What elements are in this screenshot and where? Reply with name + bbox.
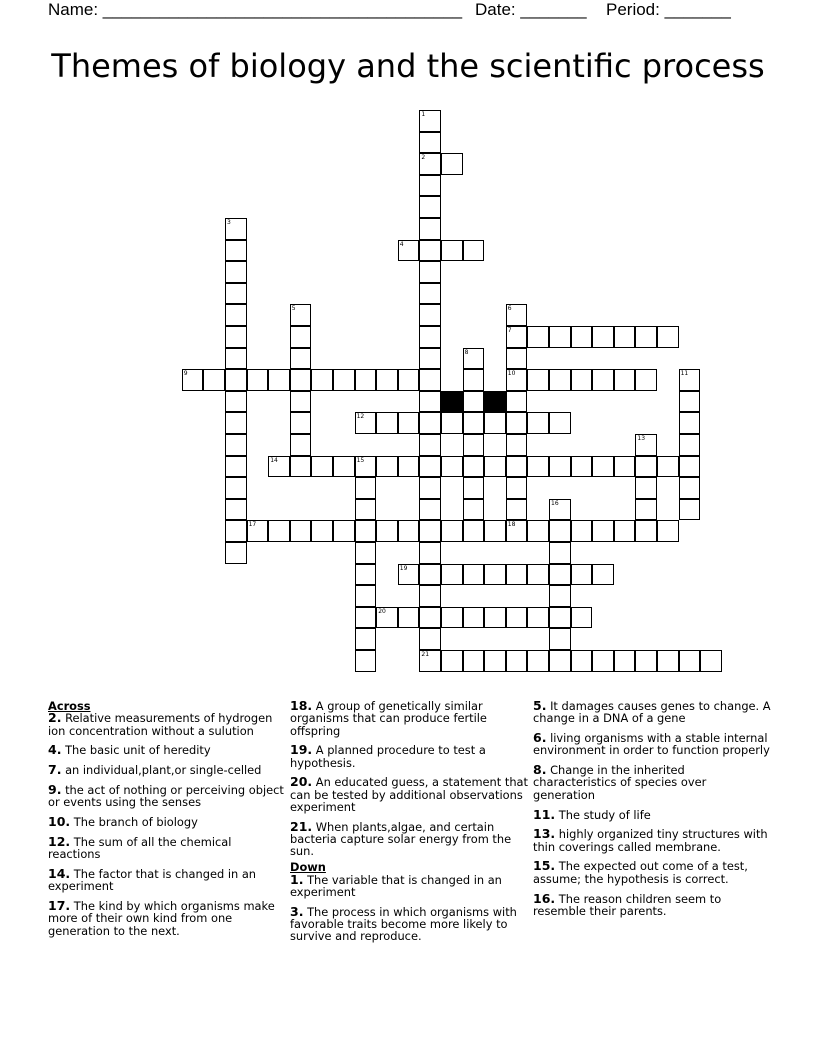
crossword-cell[interactable]: [333, 369, 355, 391]
clue-number: 9.: [48, 781, 62, 797]
crossword-cell[interactable]: [225, 499, 247, 521]
clue-text: Relative measurements of hydrogen ion concentration without a sulution: [48, 711, 273, 738]
clue-item: [290, 818, 528, 859]
crossword-cell[interactable]: [463, 240, 485, 262]
date-field[interactable]: Date: _______: [475, 0, 587, 19]
clue-number: 3.: [290, 903, 304, 919]
crossword-cell[interactable]: [419, 283, 441, 305]
clues-column-2: [290, 700, 528, 950]
clue-text: living organisms with a stable internal environment in order to function properly: [533, 731, 770, 758]
clue-number-label: 2: [421, 154, 426, 162]
clue-number: 7.: [48, 762, 62, 778]
clue-number: 17.: [48, 898, 71, 914]
crossword-cell[interactable]: [225, 477, 247, 499]
crossword-cell[interactable]: [657, 456, 679, 478]
crossword-cell[interactable]: [419, 348, 441, 370]
crossword-cell[interactable]: [441, 564, 463, 586]
crossword-cell[interactable]: [679, 456, 701, 478]
crossword-cell[interactable]: [225, 456, 247, 478]
clue-text: A group of genetically similar organisms that can produce fertile offspring: [290, 699, 487, 738]
clue-number-label: 15: [356, 456, 365, 464]
crossword-cell[interactable]: [484, 650, 506, 672]
crossword-cell[interactable]: [592, 369, 614, 391]
crossword-cell[interactable]: [657, 650, 679, 672]
clue-text: The reason children seem to resemble their parents.: [533, 891, 722, 918]
down-heading: Down: [290, 860, 326, 875]
crossword-cell[interactable]: [592, 650, 614, 672]
crossword-cell[interactable]: [419, 585, 441, 607]
clue-item: [48, 712, 286, 737]
crossword-cell[interactable]: [268, 456, 290, 478]
crossword-cell[interactable]: [635, 520, 657, 542]
crossword-cell[interactable]: [225, 326, 247, 348]
crossword-cell[interactable]: [635, 477, 657, 499]
crossword-cell[interactable]: [355, 564, 377, 586]
clue-text: The sum of all the chemical reactions: [48, 834, 232, 862]
crossword-cell[interactable]: [484, 412, 506, 434]
crossword-black-cell: [484, 391, 506, 413]
crossword-cell[interactable]: [419, 434, 441, 456]
crossword-cell[interactable]: [419, 196, 441, 218]
crossword-cell[interactable]: [549, 456, 571, 478]
clue-text: An educated guess, a statement that can be tested by additional observations experiment: [290, 775, 528, 815]
crossword-cell[interactable]: [398, 564, 420, 586]
clue-number-label: 14: [270, 456, 278, 464]
crossword-cell[interactable]: [398, 607, 420, 629]
crossword-cell[interactable]: [506, 369, 528, 391]
crossword-cell[interactable]: [355, 542, 377, 564]
crossword-cell[interactable]: [635, 650, 657, 672]
crossword-cell[interactable]: [463, 412, 485, 434]
clue-item: [48, 781, 286, 810]
clue-text: an individual,plant,or single-celled: [61, 763, 262, 778]
clue-item: [290, 776, 528, 813]
crossword-cell[interactable]: [592, 326, 614, 348]
crossword-cell[interactable]: [290, 304, 312, 326]
clue-number: 19.: [290, 742, 313, 758]
crossword-cell[interactable]: [182, 369, 204, 391]
crossword-cell[interactable]: [419, 477, 441, 499]
clue-item: [48, 816, 286, 828]
crossword-cell[interactable]: [419, 153, 441, 175]
crossword-cell[interactable]: [311, 520, 333, 542]
clue-item: [533, 828, 771, 853]
clue-number: 11.: [533, 806, 556, 822]
clues-column-3: [533, 700, 771, 925]
crossword-cell[interactable]: [290, 434, 312, 456]
period-field[interactable]: Period: _______: [606, 0, 731, 19]
crossword-cell[interactable]: [527, 650, 549, 672]
crossword-cell[interactable]: [679, 499, 701, 521]
clue-text: A planned procedure to test a hypothesis.: [290, 743, 486, 770]
clue-number: 14.: [48, 865, 71, 881]
crossword-cell[interactable]: [549, 607, 571, 629]
crossword-cell[interactable]: [614, 650, 636, 672]
clue-item: [48, 764, 286, 776]
clue-number-label: 8: [464, 348, 469, 356]
crossword-cell[interactable]: [571, 520, 593, 542]
crossword-cell[interactable]: [484, 564, 506, 586]
clue-item: [533, 890, 771, 918]
clue-item: [533, 732, 771, 757]
crossword-cell[interactable]: [441, 153, 463, 175]
clue-item: [533, 764, 771, 801]
crossword-cell[interactable]: [355, 585, 377, 607]
crossword-cell[interactable]: [506, 412, 528, 434]
crossword-cell[interactable]: [333, 520, 355, 542]
crossword-cell[interactable]: [506, 477, 528, 499]
clue-number: 12.: [48, 833, 71, 849]
crossword-cell[interactable]: [614, 520, 636, 542]
crossword-cell[interactable]: [527, 412, 549, 434]
crossword-cell[interactable]: [203, 369, 225, 391]
crossword-cell[interactable]: [592, 564, 614, 586]
crossword-cell[interactable]: [463, 477, 485, 499]
crossword-cell[interactable]: [419, 564, 441, 586]
crossword-cell[interactable]: [225, 542, 247, 564]
clue-number-label: 5: [291, 305, 296, 313]
clue-number-label: 9: [183, 370, 188, 378]
crossword-cell[interactable]: [419, 542, 441, 564]
crossword-cell[interactable]: [419, 520, 441, 542]
crossword-cell[interactable]: [333, 456, 355, 478]
crossword-cell[interactable]: [527, 520, 549, 542]
crossword-cell[interactable]: [571, 607, 593, 629]
crossword-cell[interactable]: [355, 499, 377, 521]
clue-number: 20.: [290, 774, 313, 790]
crossword-cell[interactable]: [571, 564, 593, 586]
clue-number-label: 17: [248, 521, 257, 529]
clue-number: 18.: [290, 698, 313, 713]
crossword-cell[interactable]: [419, 499, 441, 521]
crossword-cell[interactable]: [376, 412, 398, 434]
crossword-cell[interactable]: [657, 520, 679, 542]
crossword-cell[interactable]: [376, 520, 398, 542]
crossword-cell[interactable]: [355, 477, 377, 499]
clue-number-label: 20: [378, 607, 386, 615]
crossword-cell[interactable]: [311, 369, 333, 391]
crossword-cell[interactable]: [549, 326, 571, 348]
crossword-cell[interactable]: [463, 499, 485, 521]
clue-text: The variable that is changed in an experiment: [290, 872, 502, 899]
crossword-cell[interactable]: [441, 607, 463, 629]
crossword-cell[interactable]: [419, 607, 441, 629]
crossword-cell[interactable]: [376, 456, 398, 478]
crossword-cell[interactable]: [592, 520, 614, 542]
crossword-cell[interactable]: [463, 456, 485, 478]
crossword-cell[interactable]: [441, 650, 463, 672]
crossword-cell[interactable]: [441, 412, 463, 434]
crossword-cell[interactable]: [484, 520, 506, 542]
crossword-cell[interactable]: [419, 261, 441, 283]
clue-number: 16.: [533, 890, 556, 906]
crossword-cell[interactable]: [506, 391, 528, 413]
clue-number-label: 7: [507, 327, 512, 334]
crossword-cell[interactable]: [549, 650, 571, 672]
across-heading: Across: [48, 699, 91, 713]
crossword-cell[interactable]: [225, 369, 247, 391]
clue-number: 6.: [533, 730, 547, 746]
clue-text: The study of life: [555, 807, 651, 822]
crossword-cell[interactable]: [290, 369, 312, 391]
clue-text: The branch of biology: [70, 815, 198, 830]
clue-item: [533, 700, 771, 725]
crossword-cell[interactable]: [527, 564, 549, 586]
crossword-cell[interactable]: [527, 369, 549, 391]
crossword-cell[interactable]: [679, 477, 701, 499]
clue-number: 21.: [290, 818, 313, 834]
crossword-cell[interactable]: [419, 650, 441, 672]
clue-text: The basic unit of heredity: [61, 743, 211, 758]
crossword-cell[interactable]: [398, 520, 420, 542]
crossword-cell[interactable]: [571, 369, 593, 391]
clue-number: 1.: [290, 871, 304, 887]
crossword-cell[interactable]: [355, 369, 377, 391]
crossword-cell[interactable]: [398, 412, 420, 434]
crossword-cell[interactable]: [571, 326, 593, 348]
crossword-cell[interactable]: [614, 369, 636, 391]
crossword-cell[interactable]: [484, 607, 506, 629]
crossword-cell[interactable]: [614, 456, 636, 478]
crossword-cell[interactable]: [268, 520, 290, 542]
crossword-cell[interactable]: [506, 499, 528, 521]
crossword-cell[interactable]: [506, 564, 528, 586]
crossword-cell[interactable]: [225, 261, 247, 283]
clue-text: The kind by which organisms make more of their own kind from one generation to the next.: [48, 899, 275, 938]
crossword-cell[interactable]: [225, 348, 247, 370]
crossword-cell[interactable]: [419, 110, 441, 132]
clue-number-label: 11: [680, 370, 689, 378]
clue-item: [48, 865, 286, 894]
crossword-cell[interactable]: [635, 369, 657, 391]
clue-number-label: 10: [507, 370, 516, 378]
clue-item: [290, 903, 528, 944]
crossword-cell[interactable]: [549, 412, 571, 434]
clue-number-label: 3: [227, 219, 231, 226]
crossword-cell[interactable]: [290, 326, 312, 348]
crossword-cell[interactable]: [398, 240, 420, 262]
crossword-black-cell: [441, 391, 463, 413]
crossword-cell[interactable]: [355, 456, 377, 478]
crossword-cell[interactable]: [506, 520, 528, 542]
page-title: Themes of biology and the scientific process: [51, 47, 765, 85]
name-field[interactable]: Name: ______________________________________: [48, 0, 463, 19]
crossword-cell[interactable]: [225, 434, 247, 456]
crossword-cell[interactable]: [549, 369, 571, 391]
crossword-cell[interactable]: [635, 456, 657, 478]
crossword-cell[interactable]: [549, 520, 571, 542]
crossword-cell[interactable]: [571, 456, 593, 478]
crossword-cell[interactable]: [311, 456, 333, 478]
crossword-cell[interactable]: [355, 607, 377, 629]
clue-number: 8.: [533, 762, 547, 778]
crossword-cell[interactable]: [290, 456, 312, 478]
crossword-cell[interactable]: [419, 240, 441, 262]
clue-text: The expected out come of a test, assume; the hypothesis is correct.: [533, 859, 748, 886]
crossword-cell[interactable]: [225, 304, 247, 326]
clue-item: [48, 744, 286, 756]
clue-number: 10.: [48, 814, 71, 830]
crossword-cell[interactable]: [419, 369, 441, 391]
crossword-cell[interactable]: [506, 650, 528, 672]
clue-number-label: 13: [637, 435, 646, 442]
crossword-cell[interactable]: [247, 520, 269, 542]
crossword-cell[interactable]: [419, 628, 441, 650]
clue-text: highly organized tiny structures with thin coverings called membrane.: [533, 827, 768, 854]
crossword-cell[interactable]: [527, 456, 549, 478]
crossword-cell[interactable]: [225, 391, 247, 413]
crossword-cell[interactable]: [506, 348, 528, 370]
crossword-cell[interactable]: [527, 326, 549, 348]
clue-number-label: 12: [356, 413, 365, 421]
clue-number-label: 16: [551, 499, 559, 507]
crossword-cell[interactable]: [592, 456, 614, 478]
clue-text: It damages causes genes to change. A change in a DNA of a gene: [533, 699, 771, 726]
crossword-cell[interactable]: [679, 412, 701, 434]
crossword-cell[interactable]: [225, 240, 247, 262]
clue-number: 5.: [533, 698, 547, 713]
crossword-cell[interactable]: [355, 520, 377, 542]
crossword-cell[interactable]: [225, 218, 247, 240]
crossword-cell[interactable]: [549, 564, 571, 586]
clue-number: 2.: [48, 710, 62, 726]
crossword-cell[interactable]: [376, 369, 398, 391]
clue-item: [290, 744, 528, 769]
crossword-cell[interactable]: [268, 369, 290, 391]
crossword-cell[interactable]: [225, 283, 247, 305]
crossword-cell[interactable]: [419, 326, 441, 348]
clue-number-label: 6: [507, 305, 512, 313]
crossword-cell[interactable]: [679, 369, 701, 391]
crossword-cell[interactable]: [614, 326, 636, 348]
crossword-cell[interactable]: [290, 520, 312, 542]
crossword-cell[interactable]: [419, 391, 441, 413]
clue-number-label: 18: [507, 521, 516, 529]
crossword-cell[interactable]: [419, 456, 441, 478]
clue-text: The factor that is changed in an experiment: [48, 866, 257, 894]
crossword-cell[interactable]: [635, 499, 657, 521]
crossword-cell[interactable]: [549, 499, 571, 521]
crossword-cell[interactable]: [506, 607, 528, 629]
clue-text: Change in the inherited characteristics of species over generation: [533, 763, 707, 802]
clue-item: [533, 860, 771, 885]
crossword-cell[interactable]: [355, 628, 377, 650]
crossword-cell[interactable]: [635, 434, 657, 456]
crossword-cell[interactable]: [571, 650, 593, 672]
crossword-cell[interactable]: [679, 650, 701, 672]
crossword-cell[interactable]: [398, 369, 420, 391]
crossword-cell[interactable]: [700, 650, 722, 672]
crossword-cell[interactable]: [247, 369, 269, 391]
crossword-cell[interactable]: [463, 607, 485, 629]
crossword-cell[interactable]: [679, 391, 701, 413]
crossword-cell[interactable]: [290, 412, 312, 434]
crossword-cell[interactable]: [441, 520, 463, 542]
crossword-cell[interactable]: [419, 132, 441, 154]
crossword-cell[interactable]: [506, 304, 528, 326]
clue-text: The process in which organisms with favorable traits become more likely to survive and reproduce.: [290, 904, 517, 944]
crossword-cell[interactable]: [355, 650, 377, 672]
crossword-cell[interactable]: [463, 369, 485, 391]
crossword-cell[interactable]: [419, 175, 441, 197]
crossword-cell[interactable]: [225, 412, 247, 434]
clue-number-label: 19: [399, 564, 408, 572]
crossword-cell[interactable]: [549, 542, 571, 564]
crossword-cell[interactable]: [419, 412, 441, 434]
crossword-cell[interactable]: [463, 434, 485, 456]
crossword-cell[interactable]: [463, 650, 485, 672]
clue-number-label: 1: [421, 111, 426, 118]
crossword-cell[interactable]: [419, 218, 441, 240]
crossword-cell[interactable]: [484, 456, 506, 478]
clues-column-1: [48, 700, 286, 944]
crossword-cell[interactable]: [657, 326, 679, 348]
clue-item: [290, 700, 528, 737]
clue-item: [290, 871, 528, 899]
clue-item: [48, 833, 286, 862]
clue-number: 4.: [48, 742, 62, 758]
crossword-cell[interactable]: [506, 456, 528, 478]
crossword-cell[interactable]: [463, 391, 485, 413]
crossword-cell[interactable]: [549, 585, 571, 607]
crossword-cell[interactable]: [290, 348, 312, 370]
clue-number: 15.: [533, 858, 556, 874]
clue-text: the act of nothing or perceiving object or events using the senses: [48, 782, 284, 810]
crossword-cell[interactable]: [463, 520, 485, 542]
crossword-cell[interactable]: [355, 412, 377, 434]
crossword-cell[interactable]: [441, 240, 463, 262]
clue-number-label: 4: [399, 240, 404, 248]
crossword-cell[interactable]: [463, 348, 485, 370]
crossword-cell[interactable]: [398, 456, 420, 478]
crossword-cell[interactable]: [441, 456, 463, 478]
crossword-cell[interactable]: [527, 607, 549, 629]
clue-number: 13.: [533, 826, 556, 842]
crossword-cell[interactable]: [463, 564, 485, 586]
crossword-cell[interactable]: [376, 607, 398, 629]
crossword-cell[interactable]: [419, 304, 441, 326]
crossword-cell[interactable]: [225, 520, 247, 542]
clue-text: When plants,algae, and certain bacteria capture solar energy from the sun.: [290, 819, 512, 859]
crossword-cell[interactable]: [506, 434, 528, 456]
crossword-cell[interactable]: [635, 326, 657, 348]
crossword-cell[interactable]: [506, 326, 528, 348]
crossword-cell[interactable]: [549, 628, 571, 650]
crossword-cell[interactable]: [290, 391, 312, 413]
clue-item: [48, 900, 286, 937]
clue-item: [533, 806, 771, 822]
clue-number-label: 21: [421, 651, 430, 658]
crossword-cell[interactable]: [679, 434, 701, 456]
